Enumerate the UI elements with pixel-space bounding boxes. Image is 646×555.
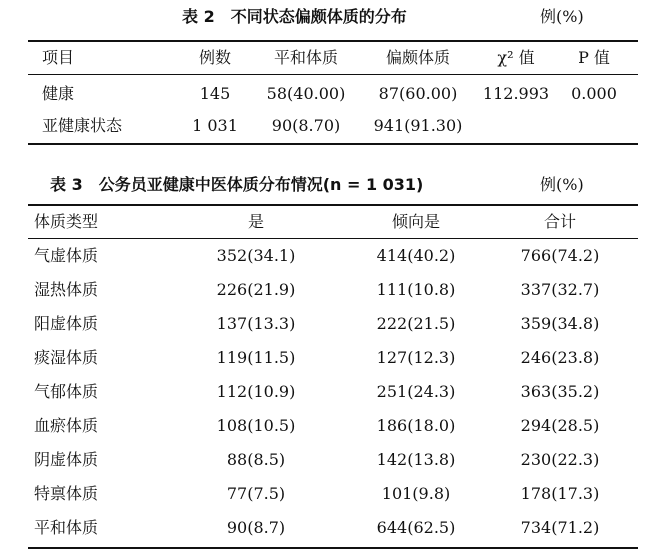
table3-cell: 359(34.8) — [520, 314, 600, 333]
table3-top-rule — [28, 204, 638, 206]
table3-header-total: 合计 — [543, 212, 576, 231]
table3-cell: 363(35.2) — [520, 382, 600, 401]
table3-cell: 119(11.5) — [216, 348, 296, 367]
table3-cell: 186(18.0) — [376, 416, 456, 435]
table-row — [0, 446, 646, 474]
table2-cell: 亚健康状态 — [42, 116, 123, 135]
table3-cell: 352(34.1) — [216, 246, 296, 265]
table2-header-count: 例数 — [198, 48, 231, 67]
table2-header-rule — [28, 74, 638, 75]
table3-cell: 294(28.5) — [520, 416, 600, 435]
table2-header-balanced: 平和体质 — [273, 48, 338, 67]
table-row — [0, 276, 646, 304]
table2-cell: 0.000 — [571, 84, 617, 103]
table2-header-p: P 值 — [578, 48, 610, 67]
table3-unit: 例(%) — [540, 175, 584, 194]
table3-cell: 226(21.9) — [216, 280, 296, 299]
table3-cell: 77(7.5) — [226, 484, 286, 503]
table2-cell: 941(91.30) — [373, 116, 463, 135]
table2-cell: 145 — [199, 84, 231, 103]
table2-cell: 90(8.70) — [271, 116, 341, 135]
table2-cell: 112.993 — [482, 84, 550, 103]
table3-header-yes: 是 — [247, 212, 264, 231]
table3-cell: 湿热体质 — [34, 280, 99, 299]
table-row — [0, 480, 646, 508]
table2-cell: 健康 — [42, 84, 75, 103]
table3-cell: 阴虚体质 — [34, 450, 99, 469]
table3-cell: 101(9.8) — [381, 484, 451, 503]
table3-cell: 127(12.3) — [376, 348, 456, 367]
table3-cell: 337(32.7) — [520, 280, 600, 299]
table3-cell: 气虚体质 — [34, 246, 99, 265]
table-row — [0, 112, 646, 140]
table3-cell: 230(22.3) — [520, 450, 600, 469]
table3-cell: 178(17.3) — [520, 484, 600, 503]
table3-cell: 734(71.2) — [520, 518, 600, 537]
table3-cell: 111(10.8) — [376, 280, 456, 299]
table3-cell: 气郁体质 — [34, 382, 99, 401]
table2-header-biased: 偏颇体质 — [385, 48, 450, 67]
table3-caption-row — [0, 172, 646, 198]
table-row — [0, 242, 646, 270]
table3-title: 表 3 公务员亚健康中医体质分布情况(n = 1 031) — [50, 175, 424, 194]
table3-cell: 414(40.2) — [376, 246, 456, 265]
table2-header-item: 项目 — [42, 48, 75, 67]
table-row — [0, 378, 646, 406]
table2-unit: 例(%) — [540, 7, 584, 26]
table2-header-row — [0, 44, 646, 72]
table2-caption-row — [0, 4, 646, 30]
table3-header-type: 体质类型 — [34, 212, 99, 231]
table2-cell: 87(60.00) — [378, 84, 458, 103]
table-row — [0, 80, 646, 108]
table2-title: 表 2 不同状态偏颇体质的分布 — [182, 7, 407, 26]
table3-cell: 痰湿体质 — [34, 348, 99, 367]
table3-cell: 222(21.5) — [376, 314, 456, 333]
table3-cell: 112(10.9) — [216, 382, 296, 401]
table3-cell: 阳虚体质 — [34, 314, 99, 333]
table3-bottom-rule — [28, 547, 638, 549]
table3-cell: 88(8.5) — [226, 450, 286, 469]
table3-cell: 108(10.5) — [216, 416, 296, 435]
table3-cell: 644(62.5) — [376, 518, 456, 537]
table2-header-chi2: χ² 值 — [497, 48, 535, 67]
table3-cell: 特禀体质 — [34, 484, 99, 503]
table3-header-row — [0, 208, 646, 236]
table3-cell: 142(13.8) — [376, 450, 456, 469]
table3-cell: 246(23.8) — [520, 348, 600, 367]
table-row — [0, 412, 646, 440]
table-row — [0, 310, 646, 338]
table3-cell: 137(13.3) — [216, 314, 296, 333]
table-row — [0, 514, 646, 542]
table2-cell: 1 031 — [192, 116, 238, 135]
table3-cell: 90(8.7) — [226, 518, 286, 537]
table3-cell: 251(24.3) — [376, 382, 456, 401]
table2-cell: 58(40.00) — [266, 84, 346, 103]
table3-header-rule — [28, 238, 638, 239]
table2-top-rule — [28, 40, 638, 42]
table2-bottom-rule — [28, 143, 638, 145]
table3-header-tendency: 倾向是 — [391, 212, 440, 231]
table3-cell: 血瘀体质 — [34, 416, 99, 435]
table3-cell: 平和体质 — [34, 518, 99, 537]
table3-cell: 766(74.2) — [520, 246, 600, 265]
table-row — [0, 344, 646, 372]
